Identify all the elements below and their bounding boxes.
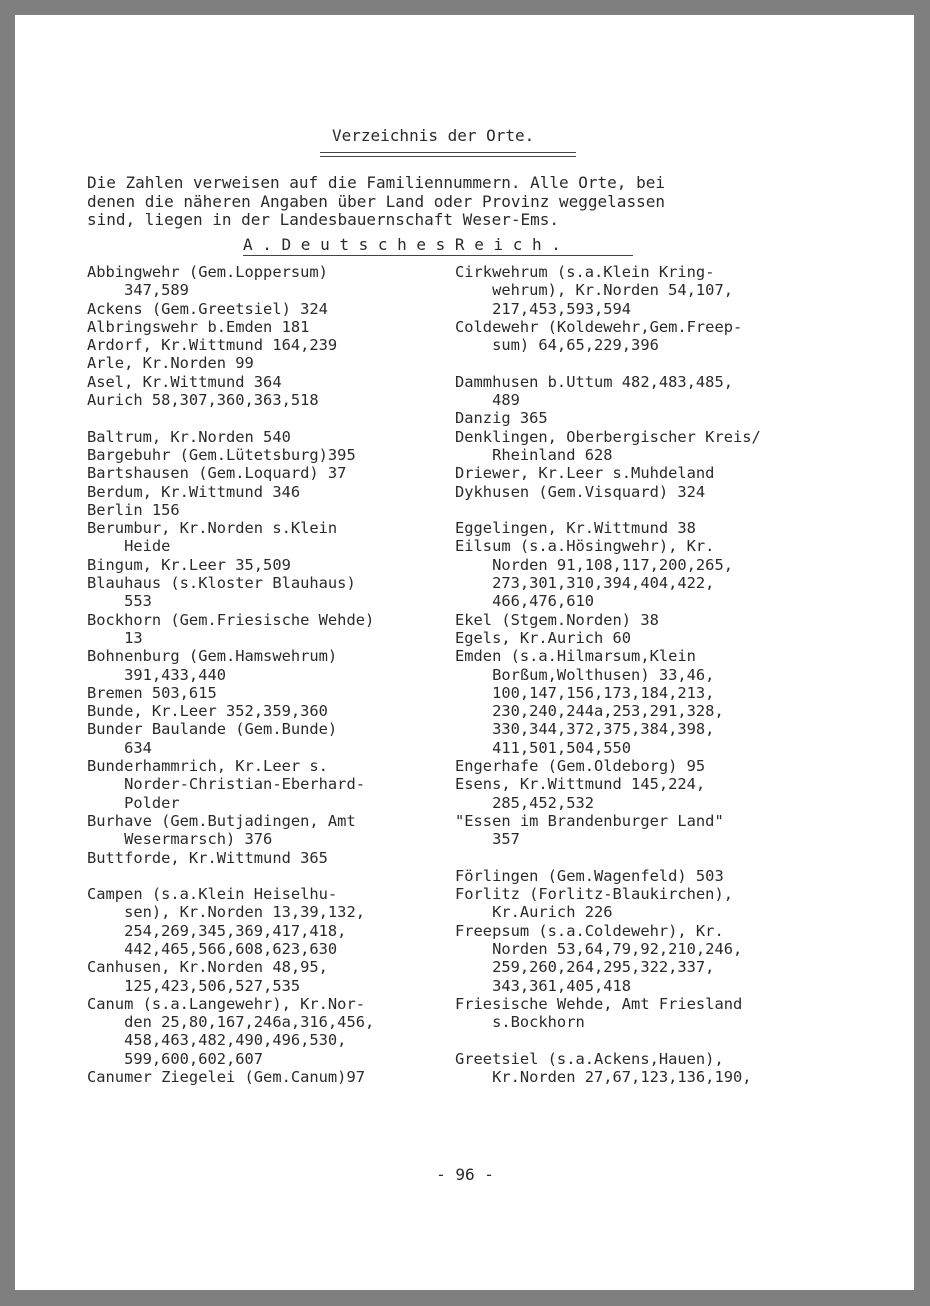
index-line: Bohnenburg (Gem.Hamswehrum) <box>87 647 338 666</box>
index-line: 599,600,602,607 <box>87 1049 264 1068</box>
index-line: 347,589 <box>87 281 189 300</box>
section-underline <box>243 255 633 256</box>
title-underline <box>320 152 576 153</box>
index-line: Canumer Ziegelei (Gem.Canum)97 <box>87 1068 365 1087</box>
index-line: Ackens (Gem.Greetsiel) 324 <box>87 299 328 318</box>
index-line: Friesische Wehde, Amt Friesland <box>455 994 743 1013</box>
intro-paragraph <box>87 174 787 230</box>
index-line: Bunderhammrich, Kr.Leer s. <box>87 757 328 776</box>
index-line: 357 <box>455 830 520 849</box>
section-heading <box>243 236 561 254</box>
index-line: Bingum, Kr.Leer 35,509 <box>87 555 291 574</box>
index-line: Esens, Kr.Wittmund 145,224, <box>455 775 706 794</box>
intro-line: sind, liegen in der Landesbauernschaft Weser-Ems. <box>87 210 560 229</box>
column-gap <box>455 501 825 519</box>
index-line: Borßum,Wolthusen) 33,46, <box>455 665 715 684</box>
index-line: wehrum), Kr.Norden 54,107, <box>455 281 733 300</box>
index-line: Eilsum (s.a.Hösingwehr), Kr. <box>455 537 715 556</box>
index-line: 553 <box>87 592 152 611</box>
column-gap <box>455 1031 825 1049</box>
index-line: sum) 64,65,229,396 <box>455 336 659 355</box>
index-line: Greetsiel (s.a.Ackens,Hauen), <box>455 1049 724 1068</box>
index-line: Dykhusen (Gem.Visquard) 324 <box>455 482 706 501</box>
left-column <box>87 263 442 1086</box>
index-line: "Essen im Brandenburger Land" <box>455 811 724 830</box>
index-line: Danzig 365 <box>455 409 548 428</box>
index-line: Emden (s.a.Hilmarsum,Klein <box>455 647 696 666</box>
index-line: den 25,80,167,246a,316,456, <box>87 1013 375 1032</box>
index-line: 259,260,264,295,322,337, <box>455 958 715 977</box>
index-line: Asel, Kr.Wittmund 364 <box>87 372 282 391</box>
index-line: Berumbur, Kr.Norden s.Klein <box>87 519 338 538</box>
column-gap <box>87 867 442 885</box>
section-heading-text: A . D e u t s c h e s R e i c h . <box>243 235 561 254</box>
intro-line: Die Zahlen verweisen auf die Familiennummern. Alle Orte, bei <box>87 173 665 192</box>
index-line: 489 <box>455 391 520 410</box>
index-line: 125,423,506,527,535 <box>87 976 301 995</box>
index-line: 230,240,244a,253,291,328, <box>455 702 724 721</box>
index-line: Forlitz (Forlitz-Blaukirchen), <box>455 885 733 904</box>
index-line: Coldewehr (Koldewehr,Gem.Freep- <box>455 317 743 336</box>
index-line: Driewer, Kr.Leer s.Muhdeland <box>455 464 715 483</box>
index-line: Cirkwehrum (s.a.Klein Kring- <box>455 263 715 281</box>
column-gap <box>455 354 825 372</box>
index-line: Ekel (Stgem.Norden) 38 <box>455 610 659 629</box>
right-column <box>455 263 825 1086</box>
index-line: Arle, Kr.Norden 99 <box>87 354 254 373</box>
index-line: Bargebuhr (Gem.Lütetsburg)395 <box>87 445 356 464</box>
index-line: Berlin 156 <box>87 500 180 519</box>
index-line: Bunde, Kr.Leer 352,359,360 <box>87 702 328 721</box>
index-line: Wesermarsch) 376 <box>87 830 273 849</box>
index-line: Albringswehr b.Emden 181 <box>87 317 310 336</box>
column-gap <box>455 849 825 867</box>
intro-line: denen die näheren Angaben über Land oder Provinz weggelassen <box>87 191 665 211</box>
index-line: Ardorf, Kr.Wittmund 164,239 <box>87 336 338 355</box>
index-line: sen), Kr.Norden 13,39,132, <box>87 903 365 922</box>
index-line: Buttforde, Kr.Wittmund 365 <box>87 848 328 867</box>
index-line: s.Bockhorn <box>455 1013 585 1032</box>
index-line: Bartshausen (Gem.Loquard) 37 <box>87 464 347 483</box>
index-line: Canum (s.a.Langewehr), Kr.Nor- <box>87 994 365 1013</box>
index-line: 343,361,405,418 <box>455 976 632 995</box>
index-line: Baltrum, Kr.Norden 540 <box>87 427 291 446</box>
index-line: Engerhafe (Gem.Oldeborg) 95 <box>455 757 706 776</box>
index-line: Heide <box>87 537 171 556</box>
index-line: Berdum, Kr.Wittmund 346 <box>87 482 301 501</box>
index-line: Burhave (Gem.Butjadingen, Amt <box>87 811 356 830</box>
index-line: Denklingen, Oberbergischer Kreis/ <box>455 427 761 446</box>
index-line: 100,147,156,173,184,213, <box>455 683 715 702</box>
index-line: Norden 91,108,117,200,265, <box>455 555 733 574</box>
index-line: Norden 53,64,79,92,210,246, <box>455 939 743 958</box>
index-line: Förlingen (Gem.Wagenfeld) 503 <box>455 866 724 885</box>
index-line: Kr.Aurich 226 <box>455 903 613 922</box>
index-line: 254,269,345,369,417,418, <box>87 921 347 940</box>
title-underline-double <box>320 156 576 157</box>
index-line: Kr.Norden 27,67,123,136,190, <box>455 1068 752 1087</box>
index-line: Blauhaus (s.Kloster Blauhaus) <box>87 574 356 593</box>
index-line: Rheinland 628 <box>455 445 613 464</box>
index-line: 217,453,593,594 <box>455 299 632 318</box>
index-line: Aurich 58,307,360,363,518 <box>87 391 319 410</box>
index-line: 330,344,372,375,384,398, <box>455 720 715 739</box>
index-line: 391,433,440 <box>87 665 226 684</box>
index-line: Freepsum (s.a.Coldewehr), Kr. <box>455 921 724 940</box>
index-line: Bunder Baulande (Gem.Bunde) <box>87 720 338 739</box>
index-line: Abbingwehr (Gem.Loppersum) <box>87 263 328 281</box>
index-line: Bockhorn (Gem.Friesische Wehde) <box>87 610 375 629</box>
index-line: 458,463,482,490,496,530, <box>87 1031 347 1050</box>
index-line: Eggelingen, Kr.Wittmund 38 <box>455 519 696 538</box>
page-number: - 96 - <box>436 1165 494 1184</box>
index-line: 466,476,610 <box>455 592 594 611</box>
index-line: 273,301,310,394,404,422, <box>455 574 715 593</box>
index-line: Campen (s.a.Klein Heiselhu- <box>87 885 338 904</box>
index-line: Bremen 503,615 <box>87 683 217 702</box>
index-line: Polder <box>87 793 180 812</box>
index-line: 442,465,566,608,623,630 <box>87 939 338 958</box>
index-line: 285,452,532 <box>455 793 594 812</box>
page-title: Verzeichnis der Orte. <box>332 126 535 145</box>
index-line: 634 <box>87 738 152 757</box>
index-line: 411,501,504,550 <box>455 738 632 757</box>
index-line: Canhusen, Kr.Norden 48,95, <box>87 958 328 977</box>
index-line: 13 <box>87 628 143 647</box>
index-line: Egels, Kr.Aurich 60 <box>455 628 632 647</box>
column-gap <box>87 409 442 427</box>
index-line: Dammhusen b.Uttum 482,483,485, <box>455 372 733 391</box>
index-line: Norder-Christian-Eberhard- <box>87 775 365 794</box>
